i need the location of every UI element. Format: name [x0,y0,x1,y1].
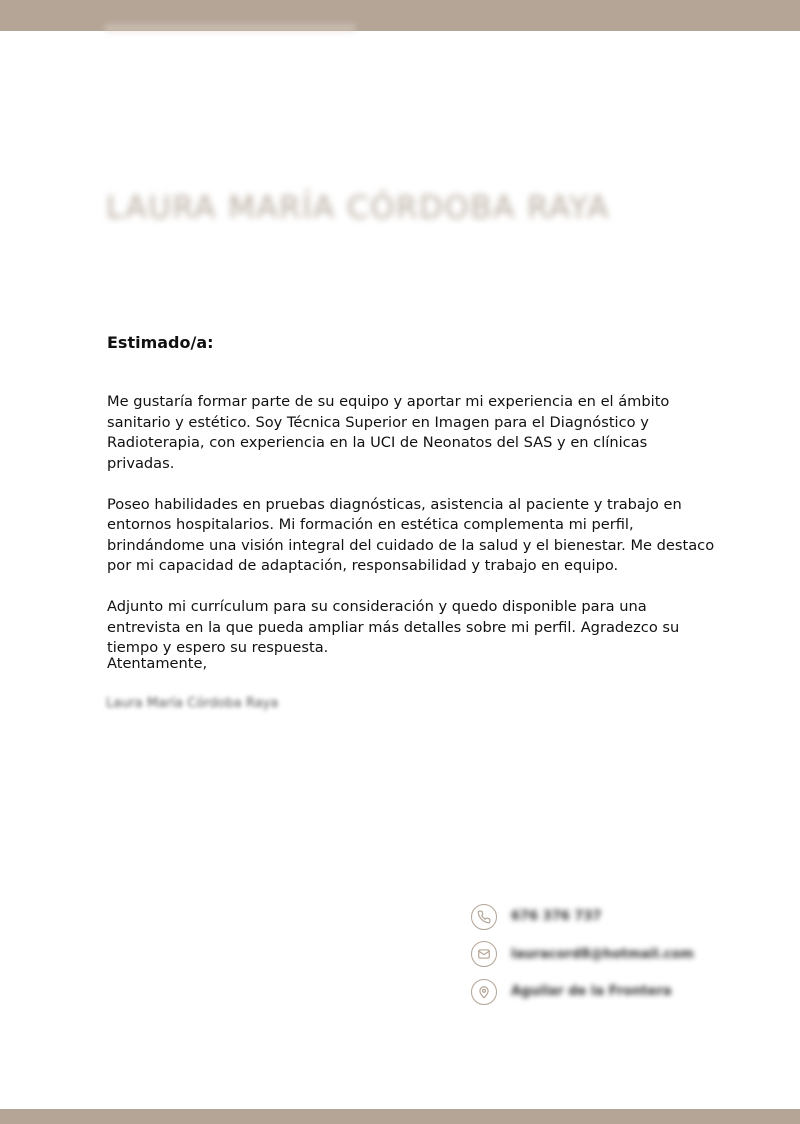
letter-body [107,392,717,679]
phone-icon [471,904,497,930]
letter-greeting: Estimado/a: [107,333,214,352]
header-decoration [105,24,355,32]
contact-location [471,973,771,1011]
signature: Laura María Córdoba Raya [106,696,279,711]
bottom-accent-band [0,1109,800,1124]
contact-location-text: Aguilar de la Frontera [511,984,672,1000]
letter-closing: Atentamente, [107,655,208,672]
contact-email [471,936,771,974]
contact-info [471,898,771,1011]
contact-email-text: lauracord8@hotmail.com [511,946,694,962]
contact-phone-text: 676 376 737 [511,909,602,925]
mail-icon [471,941,497,967]
applicant-name: LAURA MARÍA CÓRDOBA RAYA [106,190,610,226]
letter-paragraph: Poseo habilidades en pruebas diagnósticas, asistencia al paciente y trabajo en entornos hospitalarios. Mi formación en estética complementa mi perfil, brindándome una visión integral del cuidado de la salud y el bienestar. Me destaco por mi capacidad de adaptación, responsabilidad y trabajo en equipo. [107,495,715,574]
letter-paragraph: Adjunto mi currículum para su consideración y quedo disponible para una entrevista en la que pueda ampliar más detalles sobre mi perfil. Agradezco su tiempo y espero su respuesta. [107,598,680,656]
letter-paragraph: Me gustaría formar parte de su equipo y aportar mi experiencia en el ámbito sanitario y estético. Soy Técnica Superior en Imagen para el Diagnóstico y Radioterapia, con experiencia en la UCI de Neonatos del SAS y en clínicas privadas. [107,393,670,472]
contact-phone [471,898,771,936]
location-pin-icon [471,979,497,1005]
